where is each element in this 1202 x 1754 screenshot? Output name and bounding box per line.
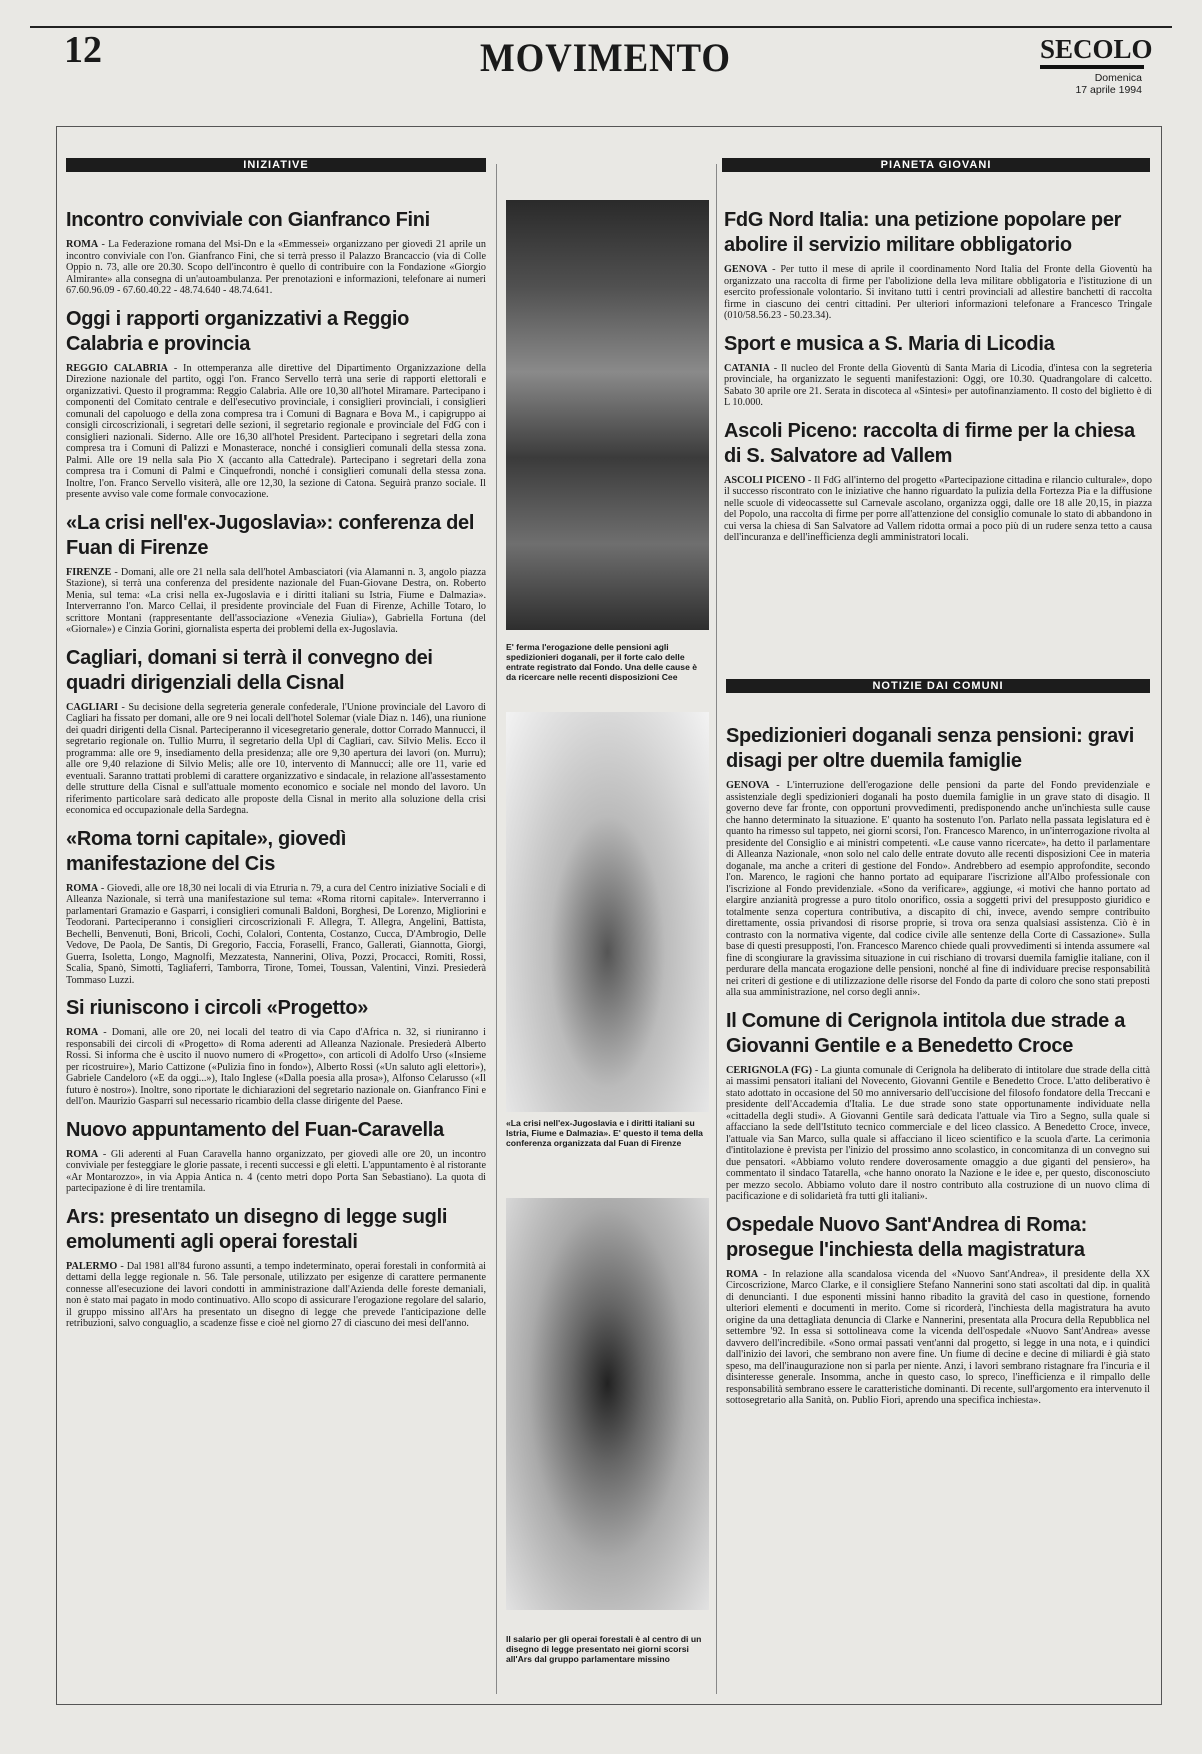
article-text: - Giovedì, alle ore 18,30 nei locali di via Etruria n. 79, a cura del Centro iniziative Sociali e di Alleanza Nazionale, si terrà una manifestazione sul tema: «Roma ritorni capitale». Interverranno i parlamentari Gramazio e Gasparri, i consiglieri comunali Baldoni, Borghesi, De Lorenzo, Migliorini e Teodorani. Parteciperanno i consiglieri circoscrizionali F. Allegra, T. Allegra, Angelini, Battista, Bechelli, Benvenuti, Boni, Bricoli, Cochi, Colalori, Contenta, Costanzo, Cucca, D'Ambrogio, Delle Vedove, De Paola, De Santis, Di Gregorio, Faccia, Foraselli, Franco, Gallerati, Giannotta, Giorgi, Guerra, Isoletta, Longo, Magnolfi, Mezzatesta, Nannerini, Oliva, Pozzi, Procacci, Romiti, Rossi, Scalia, Spanò, Simotti, Tagliaferri, Tamborra, Tirone, Tomei, Toussan, Valentini, Vinzi. Presiederà Tommaso Luzzi. xyxy=(66,882,486,986)
article-body xyxy=(66,702,486,817)
article xyxy=(726,1213,1150,1407)
newspaper-logo: SECOLO xyxy=(1040,34,1153,64)
page-number: 12 xyxy=(64,29,102,71)
article-dateline: ROMA xyxy=(66,239,99,250)
article-dateline: ROMA xyxy=(66,1148,99,1160)
logo-underline xyxy=(1040,65,1144,69)
article-body xyxy=(724,363,1152,409)
article-body xyxy=(726,780,1150,999)
article-body xyxy=(726,1269,1150,1407)
article xyxy=(66,646,486,817)
band-label: PIANETA GIOVANI xyxy=(875,159,998,171)
article-headline: «Roma torni capitale», giovedì manifestazione del Cis xyxy=(66,827,346,875)
article-text: - In relazione alla scandalosa vicenda del «Nuovo Sant'Andrea», il presidente della XX Circoscrizione, Marco Clarke, e il consigliere Stefano Nannerini sono stati ascoltati dal dip. in qualità di denuncianti. I due esponenti missini hanno ribadito la gravità del caso in questione, fornendo ulteriori elementi e documenti in merito. Come si ricorderà, l'inchiesta della magistratura ha avuto origine da una dettagliata denuncia di Clarke e Nannerini, presentata alla Procura della Repubblica nel settembre '92. In essa si sottolineava come la vicenda dell'ospedale «Nuovo Sant'Andrea» avesse davvero dell'incredibile. «Sono ormai passati vent'anni dal progetto, si legge in una nota, e i quindici dall'inizio dei lavori, che sembrano non avere fine. Un fiume di decine e decine di miliardi è già stato speso, ma dell'inaugurazione non si parla per niente. Anzi, i lavori sembrano ristagnare fra l'incuria e il disinteresse generale. Insomma, anche in questo caso, lo spreco, l'inefficienza e il rimpallo delle responsabilità sembrano essere le caratteristiche dominanti. Di recente, sull'argomento era intervenuto il sottosegretario alla Sanità, on. Publio Fiori, aprendo una specifica inchiesta». xyxy=(726,1268,1150,1406)
issue-date xyxy=(1030,72,1142,96)
article-text: - Dal 1981 all'84 furono assunti, a tempo indeterminato, operai forestali in conformità ai dettami della legge regionale n. 56. Tale personale, utilizzato per esigenze di carattere permanente connesse all'esecuzione dei lavori condotti in amministrazione dall'Azienda delle foreste demaniali, non è stato mai pagato in modo continuativo. Allo scopo di assicurare l'erogazione regolare del salario, il gruppo missino all'Ars ha presentato un disegno di legge che prevede l'anticipazione delle retribuzioni, salvo conguaglio, a scadenze fisse e cioè nel giorno 27 di ciascuno dei mesi dell'anno. xyxy=(66,1260,486,1329)
article-text: - L'interruzione dell'erogazione delle pensioni da parte del Fondo previdenziale e assistenziale degli spedizionieri doganali ha posto duemila famiglie in un grave stato di disagio. Il governo deve far fronte, con opportuni provvedimenti, predisponendo anche un'inchiesta sulle cause che hanno determinato la situazione. E' quanto ha sostenuto l'on. Parlato nella passata legislatura ed è quanto ha rimesso sul tappeto, nei giorni scorsi, l'on. Francesco Marenco, in un'interrogazione rivolta al presidente del Consiglio e ai ministri competenti. «Le cause vanno ricercate», ha detto il parlamentare di Alleanza Nazionale, «non solo nel calo delle entrate dovuto alle recenti disposizioni Cee in materia doganale, ma anche a criteri di gestione del Fondo». Andrebbero ad esempio approfondite, secondo l'on. Marenco, le ragioni che hanno portato ad equiparare l'iscrizione all'Albo professionale con l'iscrizione al Fondo previdenziale. «Sono da verificare», aggiunge, «i motivi che hanno portato ad elargire anzianità progresse a puro titolo onorifico, ossia a soggetti privi del presupposto giuridico e totalmente senza copertura contributiva, a discapito di chi, invece, avendo sempre contribuito direttamente, ossia privandosi di risorse proprie, si trova ora senza qualsiasi assistenza. Ciò è in contrasto con la normativa vigente, dal codice civile alle sentenze della Corte di Cassazione». Sulla base di questi presupposti, l'on. Francesco Marenco chiede quali provvedimenti si intenda assumere «al fine di scongiurare la gravissima situazione in cui rischiano di trovarsi duemila famiglie italiane, con il perdurare della mancata erogazione delle pensioni, nonché al fine di individuare precise responsabilità nei criteri di gestione e di utilizzazione delle risorse del Fondo da parte di coloro che sono stati preposti alla sua amministrazione, nel corso degli anni». xyxy=(726,780,1150,998)
article-dateline: REGGIO CALABRIA xyxy=(66,362,169,374)
article-body xyxy=(66,1149,486,1195)
article-body xyxy=(726,1065,1150,1203)
article-headline: Il Comune di Cerignola intitola due strade a Giovanni Gentile e a Benedetto Croce xyxy=(726,1009,1126,1057)
article-text: - La Federazione romana del Msi-Dn e la «Emmessei» organizzano per giovedì 21 aprile un incontro conviviale con l'on. Gianfranco Fini, che si terrà presso il Palazzo Brancaccio (via di Colle Oppio n. 73, alle ore 20.30. Scopo dell'incontro è quello di contribuire con la Fondazione «Giorgio Almirante» alla consegna di un'autoambulanza. Per prenotazioni e informazioni, telefonare ai numeri 67.60.96.09 - 67.60.40.22 - 48.74.640 - 48.74.641. xyxy=(66,239,486,296)
article-headline: Nuovo appuntamento del Fuan-Caravella xyxy=(66,1118,444,1141)
article-headline: Sport e musica a S. Maria di Licodia xyxy=(724,332,1055,355)
right-column-bottom xyxy=(726,724,1150,1417)
article-headline: Cagliari, domani si terrà il convegno dei quadri dirigenziali della Cisnal xyxy=(66,646,433,694)
issue-day: Domenica xyxy=(1094,72,1142,84)
article xyxy=(724,208,1152,322)
top-rule xyxy=(30,26,1172,28)
article-dateline: GENOVA xyxy=(724,264,768,275)
article-dateline: ROMA xyxy=(726,1268,759,1280)
article xyxy=(726,1009,1150,1203)
right-column-top xyxy=(724,208,1152,554)
column-rule xyxy=(716,164,717,1694)
article-dateline: ASCOLI PICENO xyxy=(724,474,806,486)
article-text: - Per tutto il mese di aprile il coordinamento Nord Italia del Fronte della Gioventù ha organizzato una raccolta di firme per l'abolizione della leva militare obbligatoria e l'istituzione di un esercito professionale volontario. Si invitano tutti i centri provinciali ad allestire banchetti di raccolta firme in ciascuno dei centri cittadini. Per ulteriori informazioni telefonare a Francesco Tringale (010/58.56.23 - 50.23.34). xyxy=(724,264,1152,321)
section-band-notizie-comuni xyxy=(726,679,1150,693)
article xyxy=(66,307,486,501)
photo-caption: «La crisi nell'ex-Jugoslavia e i diritti italiani su Istria, Fiume e Dalmazia». E' questo il tema della conferenza organizzata dal Fuan di Firenze xyxy=(506,1118,703,1148)
article-text: - Il nucleo del Fronte della Gioventù di Santa Maria di Licodia, d'intesa con la segreteria provinciale, ha organizzato le seguenti manifestazioni: Oggi, ore 10.30. Quadrangolare di calcetto. Sabato 30 aprile ore 21. Serata in discoteca al «Sintesi» per autofinanziamento. Il costo del biglietto è di L 10.000. xyxy=(724,362,1152,408)
article-headline: Ascoli Piceno: raccolta di firme per la chiesa di S. Salvatore ad Vallem xyxy=(724,419,1135,467)
article-headline: Incontro conviviale con Gianfranco Fini xyxy=(66,209,430,231)
article-body xyxy=(66,1261,486,1330)
article-body xyxy=(66,567,486,636)
article-headline: Si riuniscono i circoli «Progetto» xyxy=(66,997,369,1019)
article-dateline: GENOVA xyxy=(726,780,770,791)
article-headline: Oggi i rapporti organizzativi a Reggio Calabria e provincia xyxy=(66,307,410,355)
photo-caption: E' ferma l'erogazione delle pensioni agli spedizionieri doganali, per il forte calo delle entrate registrato dal Fondo. Una delle cause è da ricercare nelle recenti disposizioni Cee xyxy=(506,642,698,682)
article-body xyxy=(66,363,486,501)
article xyxy=(724,419,1152,544)
article-body xyxy=(66,239,486,297)
article-text: - Gli aderenti al Fuan Caravella hanno organizzato, per giovedì alle ore 20, un incontro conviviale per festeggiare le glorie passate, i recenti successi e gli eletti. L'appuntamento è al ristorante «Ar Montarozzo», in via Appia Antica n. 4 (cento metri dopo Porta San Sebastiano). La quota di partecipazione è di lire trentamila. xyxy=(66,1148,486,1194)
article-body xyxy=(724,264,1152,322)
article xyxy=(724,332,1152,409)
article xyxy=(66,996,486,1108)
article-body xyxy=(66,883,486,987)
article-dateline: CERIGNOLA (FG) xyxy=(726,1064,813,1076)
band-label: NOTIZIE DAI COMUNI xyxy=(866,680,1009,692)
article xyxy=(66,1205,486,1330)
photo-street-scene xyxy=(506,200,709,630)
article-dateline: ROMA xyxy=(66,882,99,894)
section-band-pianeta-giovani xyxy=(722,158,1150,172)
article-headline: Ospedale Nuovo Sant'Andrea di Roma: prosegue l'inchiesta della magistratura xyxy=(726,1213,1087,1261)
article-text: - Domani, alle ore 21 nella sala dell'hotel Ambasciatori (via Alamanni n. 3, angolo piazza Stazione), si terrà una conferenza del presidente nazionale del Fuan-Giovane Destra, on. Roberto Menia, sul tema: «La crisi nella ex-Jugoslavia e i diritti italiani su Istria, Fiume e Dalmazia». Interverranno l'on. Marco Cellai, il presidente provinciale del Fuan di Firenze, Achille Totaro, lo scrittore Montani (rappresentante dell'associazione «Venezia Giulia»), Gabriella Fortuna (del «Giornale») e Cinzia Gorini, giornalista esperta dei problemi della ex-Jugoslavia. xyxy=(66,566,486,635)
article-dateline: CAGLIARI xyxy=(66,701,119,713)
photo-caption: Il salario per gli operai forestali è al centro di un disegno di legge presentato nei giorni scorsi all'Ars dal gruppo parlamentare missino xyxy=(506,1634,702,1664)
article xyxy=(66,208,486,297)
article-dateline: CATANIA xyxy=(724,362,771,374)
article-body xyxy=(66,1027,486,1108)
article-dateline: FIRENZE xyxy=(66,566,112,578)
article-headline: Ars: presentato un disegno di legge sugli emolumenti agli operai forestali xyxy=(66,1205,448,1253)
photo-forest-workers xyxy=(506,1198,709,1610)
article xyxy=(66,511,486,636)
band-label: INIZIATIVE xyxy=(237,159,314,171)
article xyxy=(66,1118,486,1195)
article-headline: «La crisi nell'ex-Jugoslavia»: conferenza del Fuan di Firenze xyxy=(66,511,475,559)
article xyxy=(66,827,486,987)
article-body xyxy=(724,475,1152,544)
section-band-iniziative xyxy=(66,158,486,172)
photo-funeral xyxy=(506,712,709,1112)
article-dateline: ROMA xyxy=(66,1027,99,1038)
article-headline: Spedizionieri doganali senza pensioni: gravi disagi per oltre duemila famiglie xyxy=(726,725,1134,772)
article-text: - Il FdG all'interno del progetto «Partecipazione cittadina e rilancio culturale», dopo il successo riscontrato con le iniziative che hanno riguardato la pulizia della Fortezza Pia e la diffusione nelle scuole di videocassette sul Carnevale ascolano, organizza oggi, dalle ore 18 alle 20,15, in piazza del Popolo, una raccolta di firme per porre all'attenzione del consiglio comunale lo stato di abbandono in cui versa la chiesa di San Salvatore ad Vallem ridotta ormai a poco più di un rudere senza tetto a causa dell'incuranza e dell'inefficienza degli amministratori locali. xyxy=(724,474,1153,543)
article-headline: FdG Nord Italia: una petizione popolare per abolire il servizio militare obbligatorio xyxy=(724,209,1122,256)
article-text: - Su decisione della segreteria generale confederale, l'Unione provinciale del Lavoro di Cagliari ha fissato per domani, alle ore 9 nei locali dell'hotel Solemar (viale Diaz n. 146), una riunione dei quadri dirigenti della Cisnal. Parteciperanno il vicesegretario generale, dottor Corrado Mannucci, il segretario regionale on. Tullio Murru, il segretario della Upl di Cagliari, cav. Silvio Melis. Ecco il programma: alle ore 9, insediamento della presidenza; alle ore 9,30 apertura dei lavori (on. Murru); alle ore 9,40 relazione di Silvio Melis; alle ore 10, intervento di Mannucci; alle ore 11, varie ed eventuali. Saranno trattati problemi di carattere organizzativo e sindacale, in relazione all'assestamento delle strutture della Cisnal e sull'attuale momento economico e sociale nel mondo del lavoro. Un riferimento particolare sarà dedicato alle proposte della Cisnal in merito alla soluzione della crisi economica ed occupazionale della Sardegna. xyxy=(66,701,486,816)
article-text: - Domani, alle ore 20, nei locali del teatro di via Capo d'Africa n. 32, si riuniranno i responsabili dei circoli di «Progetto» di Roma aderenti ad Alleanza Nazionale. Presiederà Alberto Rossi. Si informa che è uscito il nuovo numero di «Progetto», con articoli di Adolfo Urso («Insieme per ricostruire»), Mario Cattizone («Pulizia fino in fondo»), Alberto Rossi («Un saluto agli elettori»), Gabriele Candeloro («E da oggi...»), Italo Inglese («Dalla poesia alla prosa»), Alfonso Celarusso («Il futuro è nostro»). Inoltre, sono riportate le dichiarazioni del segretario nazionale on. Gianfranco Fini e dell'on. Maurizio Gasparri sul necessario ricambio della classe dirigente del Paese. xyxy=(66,1027,486,1107)
article xyxy=(726,724,1150,999)
article-dateline: PALERMO xyxy=(66,1260,118,1272)
column-rule xyxy=(496,164,497,1694)
issue-date-text: 17 aprile 1994 xyxy=(1075,84,1142,96)
section-title: MOVIMENTO xyxy=(480,35,731,80)
left-column xyxy=(66,208,486,1340)
article-text: - In ottemperanza alle direttive del Dipartimento Organizzazione della Direzione nazionale del partito, oggi l'on. Franco Servello terrà una serie di rapporti elettorali e organizzativi. Questo il programma: Reggio Calabria. Alle ore 10,30 all'hotel Miramare. Partecipano i componenti del Comitato centrale e dell'esecutivo provinciale, i consiglieri provinciali, i consiglieri comunali del capoluogo e della zona compresa tra i Comuni di Bagnara e Bova M., i capigruppo ai consigli circoscrizionali, i segretari delle sezioni, il segretario regionale e provinciale del FdG con i consiglieri nazionali. Siderno. Alle ore 16,30 all'hotel President. Partecipano i segretari della zona compresa tra i Comuni di Palizzi e Monasterace, nonché i consiglieri comunali della stessa zona. Palmi. Alle ore 19 nella sala Pio X (accanto alla Cattedrale). Partecipano i segretari della zona compresa tra i Comuni di Palmi e Cinquefrondi, nonché i consiglieri comunali della stessa zona. Inoltre, l'on. Franco Servello visiterà, alle ore 12,30, la sezione di Catona. Seguirà pranzo sociale. Il presente avviso vale come formale convocazione. xyxy=(66,362,486,500)
article-text: - La giunta comunale di Cerignola ha deliberato di intitolare due strade della città ai massimi pensatori italiani del Novecento, Giovanni Gentile e Benedetto Croce. L'atto deliberativo è stato adottato in occasione del 50 mo anniversario dell'uccisione del filosofo fondatore della Treccani e presidente dell'Accademia d'Italia. Le due strade sono state opportunamente individuate nella «cittadella degli studi». A Giovanni Gentile sarà dedicata l'attuale via Tiro a Segno, sulla quale si affacciano la sede dell'Istituto tecnico commerciale e del liceo classico. A Benedetto Croce, invece, l'attuale via San Marco, sulla quale si affacciano il liceo scientifico e la scuola d'arte. La cerimonia d'intitolazione è prevista per l'inizio del prossimo anno scolastico, in concomitanza di un convegno sui due pensatori. «Abbiamo voluto rendere doverosamente omaggio a due giganti del pensiero», ha commentato il sindaco Tatarella, «che hanno onorato la Nazione e le idee e, per questo, disconosciuto per mezzo secolo. Abbiamo voluto dare il nostro contributo alla costruzione di un nuovo clima di pacificazione e di solidarietà fra tutti gli italiani». xyxy=(726,1064,1150,1202)
